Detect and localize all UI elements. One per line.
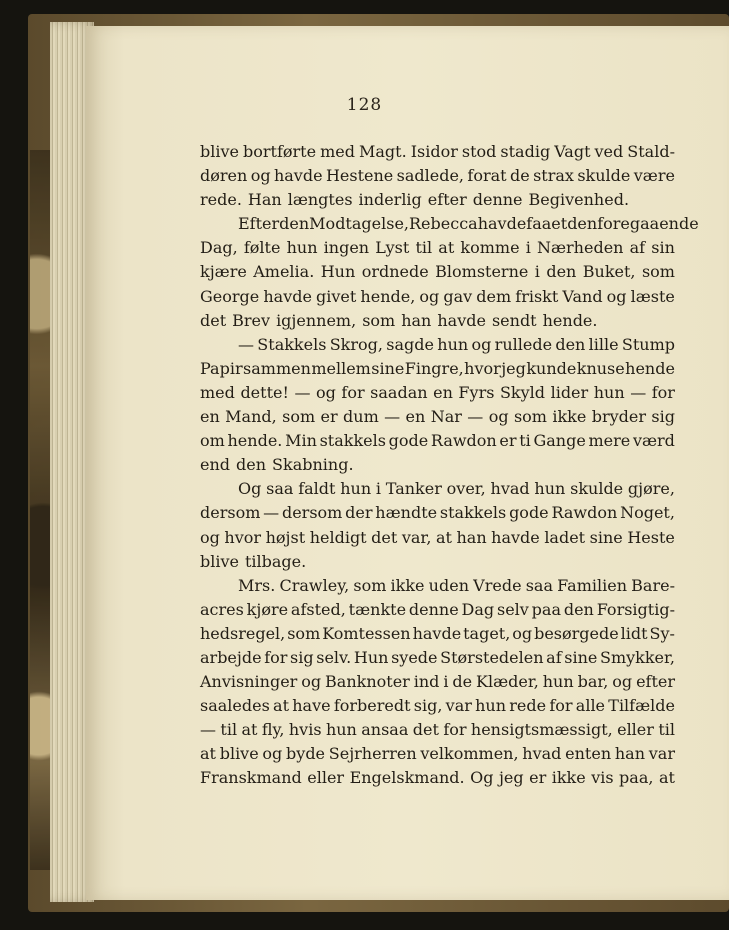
- text-line: saaledes at have forberedt sig, var hun rede for alle Tilfælde: [200, 696, 675, 716]
- text-line: Dag, følte hun ingen Lyst til at komme i Nærheden af sin: [200, 238, 675, 258]
- text-line: — Stakkels Skrog, sagde hun og rullede den lille Stump: [238, 334, 675, 354]
- text-line: om hende. Min stakkels gode Rawdon er ti Gange mere værd: [200, 431, 675, 451]
- text-line: Mrs. Crawley, som ikke uden Vrede saa Familien Bare-: [238, 575, 675, 595]
- text-line: George havde givet hende, og gav dem friskt Vand og læste: [200, 286, 675, 306]
- body-text: [200, 140, 699, 791]
- text-line: rede. Han længtes inderlig efter denne Begivenhed.: [200, 190, 630, 210]
- text-line: acres kjøre afsted, tænkte denne Dag selv paa den Forsigtig-: [200, 599, 675, 619]
- text-line: blive bortførte med Magt. Isidor stod stadig Vagt ved Stald-: [200, 142, 675, 161]
- text-line: blive tilbage.: [200, 551, 307, 571]
- text-line: hedsregel, som Komtessen havde taget, og besørgede lidt Sy-: [200, 623, 675, 643]
- text-line: end den Skabning.: [200, 455, 354, 475]
- text-line: døren og havde Hestene sadlede, forat de strax skulde være: [200, 166, 675, 186]
- text-line: Franskmand eller Engelskmand. Og jeg er ikke vis paa, at: [200, 768, 675, 788]
- text-line: med dette! — og for saadan en Fyrs Skyld lider hun — for: [200, 382, 675, 402]
- text-line: Anvisninger og Banknoter ind i de Klæder, hun bar, og efter: [200, 672, 675, 692]
- text-line: Efter den Modtagelse, Rebecca havde faaet den foregaaende: [238, 214, 699, 234]
- text-line: at blive og byde Sejrherren velkommen, hvad enten han var: [200, 744, 675, 764]
- text-line: og hvor højst heldigt det var, at han havde ladet sine Heste: [200, 527, 675, 547]
- marbled-edge: [30, 150, 52, 870]
- text-line: det Brev igjennem, som han havde sendt hende.: [200, 310, 598, 330]
- text-line: Papir sammen mellem sine Fingre, hvor jeg kunde knuse hende: [200, 358, 675, 378]
- text-line: arbejde for sig selv. Hun syede Størstedelen af sine Smykker,: [200, 647, 675, 667]
- text-line: dersom — dersom der hændte stakkels gode Rawdon Noget,: [200, 503, 675, 523]
- text-line: Og saa faldt hun i Tanker over, hvad hun skulde gjøre,: [238, 479, 675, 499]
- page-number: 128: [346, 95, 383, 115]
- text-line: kjære Amelia. Hun ordnede Blomsterne i den Buket, som: [200, 262, 675, 282]
- text-line: — til at fly, hvis hun ansaa det for hensigtsmæssigt, eller til: [200, 720, 675, 740]
- text-line: en Mand, som er dum — en Nar — og som ikke bryder sig: [200, 407, 675, 427]
